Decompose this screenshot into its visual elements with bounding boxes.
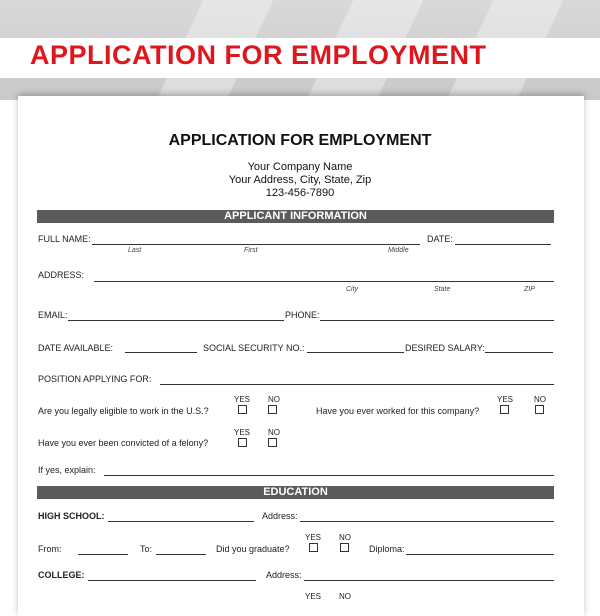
middle-caption: Middle (388, 247, 409, 254)
graduate-no-caption: NO (339, 533, 351, 542)
diploma-label: Diploma: (369, 544, 405, 554)
worked-no-checkbox[interactable] (535, 405, 544, 414)
explain-label: If yes, explain: (38, 465, 96, 475)
email-field[interactable] (68, 320, 284, 321)
college-label: COLLEGE: (38, 570, 85, 580)
document-title: APPLICATION FOR EMPLOYMENT (168, 132, 432, 149)
college-field[interactable] (88, 580, 256, 581)
graduate-yes-checkbox[interactable] (309, 543, 318, 552)
college-address-label: Address: (266, 570, 302, 580)
felony-no-caption: NO (268, 428, 280, 437)
worked-question: Have you ever worked for this company? (316, 406, 480, 416)
to-field[interactable] (156, 554, 206, 555)
explain-field[interactable] (104, 475, 554, 476)
first-caption: First (244, 247, 258, 254)
address-label: ADDRESS: (38, 270, 85, 280)
date-available-field[interactable] (125, 352, 197, 353)
college-yes-caption: YES (305, 592, 322, 601)
graduate-yes-caption: YES (305, 533, 322, 542)
college-address-field[interactable] (304, 580, 554, 581)
full-name-label: FULL NAME: (38, 234, 91, 244)
ssn-field[interactable] (307, 352, 404, 353)
graduate-question: Did you graduate? (216, 544, 290, 554)
high-school-address-field[interactable] (300, 521, 554, 522)
state-caption: State (434, 286, 451, 293)
to-label: To: (140, 544, 153, 554)
phone-field[interactable] (320, 320, 554, 321)
from-field[interactable] (78, 554, 128, 555)
college-no-caption: NO (339, 592, 351, 601)
eligible-no-checkbox[interactable] (268, 405, 277, 414)
applicant-section-header: APPLICANT INFORMATION (37, 210, 554, 223)
eligible-yes-checkbox[interactable] (238, 405, 247, 414)
desired-salary-label: DESIRED SALARY: (405, 343, 485, 353)
high-school-label: HIGH SCHOOL: (38, 511, 105, 521)
date-field[interactable] (455, 244, 551, 245)
phone-label: PHONE: (285, 310, 320, 320)
felony-yes-checkbox[interactable] (238, 438, 247, 447)
from-label: From: (38, 544, 62, 554)
worked-yes-checkbox[interactable] (500, 405, 509, 414)
education-section-header: EDUCATION (37, 486, 554, 499)
email-label: EMAIL: (38, 310, 68, 320)
company-phone: 123-456-7890 (265, 187, 335, 199)
eligible-no-caption: NO (268, 395, 280, 404)
position-field[interactable] (160, 384, 554, 385)
graduate-no-checkbox[interactable] (340, 543, 349, 552)
eligible-question: Are you legally eligible to work in the U.S.? (38, 406, 209, 416)
ssn-label: SOCIAL SECURITY NO.: (203, 343, 305, 353)
felony-yes-caption: YES (234, 428, 251, 437)
full-name-field[interactable] (92, 244, 420, 245)
worked-yes-caption: YES (497, 395, 514, 404)
position-label: POSITION APPLYING FOR: (38, 374, 152, 384)
last-caption: Last (128, 247, 142, 254)
desired-salary-field[interactable] (485, 352, 553, 353)
worked-no-caption: NO (534, 395, 546, 404)
high-school-field[interactable] (108, 521, 254, 522)
zip-caption: ZIP (524, 286, 535, 293)
company-address: Your Address, City, State, Zip (228, 174, 372, 186)
eligible-yes-caption: YES (234, 395, 251, 404)
company-name: Your Company Name (247, 161, 353, 173)
felony-no-checkbox[interactable] (268, 438, 277, 447)
high-school-address-label: Address: (262, 511, 298, 521)
city-caption: City (346, 286, 359, 293)
date-available-label: DATE AVAILABLE: (38, 343, 114, 353)
banner-title: APPLICATION FOR EMPLOYMENT (30, 40, 487, 70)
date-label: DATE: (427, 234, 453, 244)
diploma-field[interactable] (406, 554, 554, 555)
address-field[interactable] (94, 281, 554, 282)
felony-question: Have you ever been convicted of a felony? (38, 438, 209, 448)
